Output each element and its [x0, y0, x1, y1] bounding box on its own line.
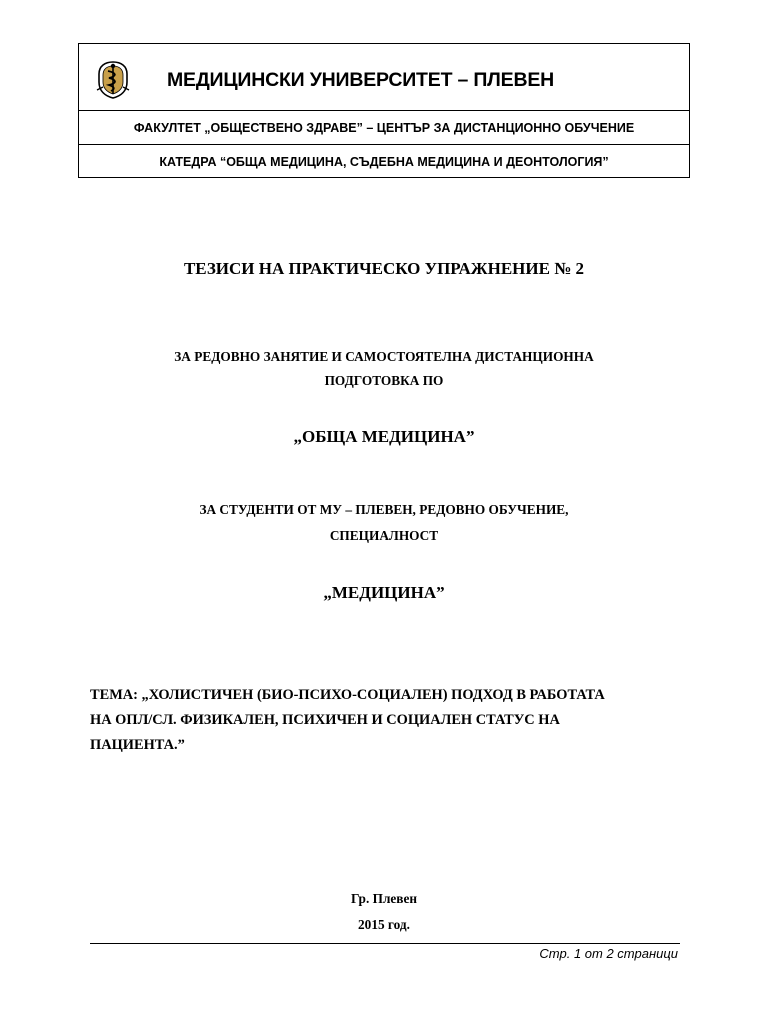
- department-name: КАТЕДРА “ОБЩА МЕДИЦИНА, СЪДЕБНА МЕДИЦИНА И ДЕОНТОЛОГИЯ”: [159, 155, 609, 169]
- topic-line-2: НА ОПЛ/СЛ. ФИЗИКАЛЕН, ПСИХИЧЕН И СОЦИАЛЕН СТАТУС НА: [90, 712, 560, 728]
- city: Гр. Плевен: [350, 891, 418, 906]
- university-row: [79, 44, 689, 111]
- page-number: Стр. 1 от 2 страници: [539, 946, 678, 961]
- purpose-line-2: ПОДГОТОВКА ПО: [324, 373, 444, 388]
- document-title: ТЕЗИСИ НА ПРАКТИЧЕСКО УПРАЖНЕНИЕ № 2: [183, 259, 585, 278]
- subject-name: „ОБЩА МЕДИЦИНА”: [293, 427, 475, 446]
- university-name: МЕДИЦИНСКИ УНИВЕРСИТЕТ – ПЛЕВЕН: [167, 69, 555, 91]
- purpose-line-1: ЗА РЕДОВНО ЗАНЯТИЕ И САМОСТОЯТЕЛНА ДИСТАНЦИОННА: [174, 349, 594, 364]
- faculty-name: ФАКУЛТЕТ „ОБЩЕСТВЕНО ЗДРАВЕ” – ЦЕНТЪР ЗА ДИСТАНЦИОННО ОБУЧЕНИЕ: [79, 111, 689, 145]
- year: 2015 год.: [358, 917, 410, 932]
- specialty-name: „МЕДИЦИНА”: [323, 583, 445, 602]
- audience-line-1: ЗА СТУДЕНТИ ОТ МУ – ПЛЕВЕН, РЕДОВНО ОБУЧЕНИЕ,: [199, 502, 569, 517]
- footer-divider: [90, 943, 680, 944]
- topic-line-1: ТЕМА: „ХОЛИСТИЧЕН (БИО-ПСИХО-СОЦИАЛЕН) ПОДХОД В РАБОТАТА: [90, 687, 605, 703]
- audience-line-2: СПЕЦИАЛНОСТ: [329, 528, 439, 543]
- header-box: [78, 43, 690, 178]
- university-logo-icon: [95, 60, 131, 100]
- topic-line-3: ПАЦИЕНТА.”: [90, 737, 185, 753]
